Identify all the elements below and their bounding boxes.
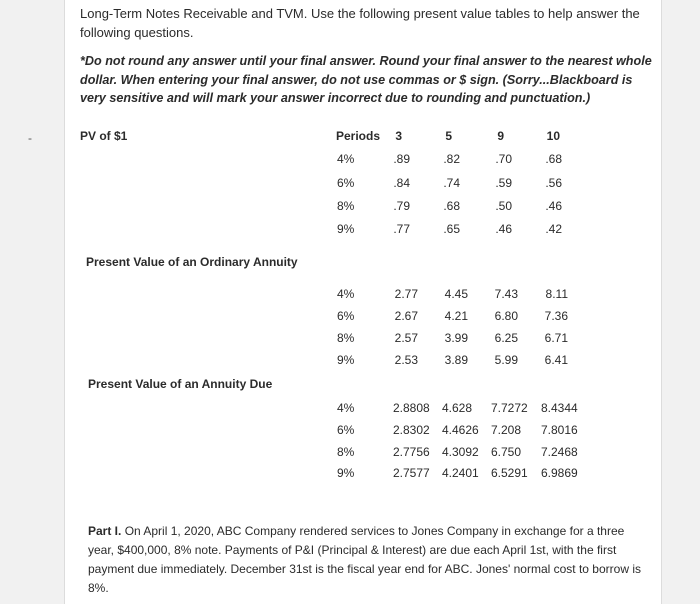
table-cell: 2.77 xyxy=(394,287,418,301)
periods-label: Periods xyxy=(336,129,381,143)
part-1-text: On April 1, 2020, ABC Company rendered services to Jones Company in exchange for a three year, $400,000, 8% note. Payments of P&I (Principal & Interest) are due each April 1st, with the first payment due immediately. December 31st is the fiscal year end for ABC. Jones' normal cost to borrow is 8%. xyxy=(88,524,641,595)
table-cell: .74 xyxy=(443,176,460,190)
pvoa-title: Present Value of an Ordinary Annuity xyxy=(86,255,298,269)
rate-label: 4% xyxy=(337,152,355,166)
table-cell: 6.25 xyxy=(494,331,518,345)
table-cell: 2.8302 xyxy=(393,423,430,437)
table-cell: 4.45 xyxy=(444,287,468,301)
rate-label: 6% xyxy=(337,423,355,437)
pv1-title: PV of $1 xyxy=(80,129,128,143)
period-header: 3 xyxy=(395,129,402,143)
table-cell: .68 xyxy=(443,199,460,213)
table-cell: 3.89 xyxy=(444,353,468,367)
table-cell: .42 xyxy=(545,222,562,236)
table-cell: 6.750 xyxy=(491,445,522,459)
table-cell: 6.9869 xyxy=(541,466,578,480)
rate-label: 9% xyxy=(337,466,355,480)
table-cell: 2.53 xyxy=(394,353,418,367)
rate-label: 4% xyxy=(337,287,355,301)
table-cell: 4.628 xyxy=(442,401,473,415)
table-cell: 7.43 xyxy=(494,287,518,301)
table-cell: 4.21 xyxy=(444,309,468,323)
period-header: 5 xyxy=(445,129,452,143)
table-cell: .70 xyxy=(495,152,512,166)
table-cell: 6.80 xyxy=(494,309,518,323)
rate-label: 4% xyxy=(337,401,355,415)
table-cell: .68 xyxy=(545,152,562,166)
part-1-label: Part I. xyxy=(88,524,122,538)
rate-label: 8% xyxy=(337,199,355,213)
table-cell: .84 xyxy=(393,176,410,190)
rate-label: 6% xyxy=(337,309,355,323)
table-cell: 6.71 xyxy=(544,331,568,345)
table-cell: 2.57 xyxy=(394,331,418,345)
table-cell: 4.3092 xyxy=(442,445,479,459)
period-header: 9 xyxy=(497,129,504,143)
table-cell: .46 xyxy=(545,199,562,213)
table-cell: 7.8016 xyxy=(541,423,578,437)
table-cell: .59 xyxy=(495,176,512,190)
period-header: 10 xyxy=(546,129,560,143)
intro-text: Long-Term Notes Receivable and TVM. Use the following present value tables to help answer the following questions. xyxy=(80,6,640,40)
table-cell: 5.99 xyxy=(494,353,518,367)
table-cell: .65 xyxy=(443,222,460,236)
table-cell: 6.41 xyxy=(544,353,568,367)
table-cell: .50 xyxy=(495,199,512,213)
side-marker: - xyxy=(28,131,32,145)
table-cell: 3.99 xyxy=(444,331,468,345)
table-cell: 2.67 xyxy=(394,309,418,323)
table-cell: 4.4626 xyxy=(442,423,479,437)
table-cell: 4.2401 xyxy=(442,466,479,480)
table-cell: .46 xyxy=(495,222,512,236)
table-cell: .56 xyxy=(545,176,562,190)
table-cell: .82 xyxy=(443,152,460,166)
table-cell: 7.2468 xyxy=(541,445,578,459)
table-cell: 2.7756 xyxy=(393,445,430,459)
rate-label: 6% xyxy=(337,176,355,190)
pvad-title: Present Value of an Annuity Due xyxy=(88,377,273,391)
table-cell: 2.8808 xyxy=(393,401,430,415)
rate-label: 9% xyxy=(337,353,355,367)
rate-label: 8% xyxy=(337,445,355,459)
table-cell: 7.7272 xyxy=(491,401,528,415)
rate-label: 8% xyxy=(337,331,355,345)
table-cell: 8.11 xyxy=(545,287,568,301)
table-cell: 6.5291 xyxy=(491,466,528,480)
table-cell: .79 xyxy=(393,199,410,213)
table-cell: .89 xyxy=(393,152,410,166)
rounding-instructions: *Do not round any answer until your final answer. Round your final answer to the nearest whole dollar. When entering your final answer, do not use commas or $ sign. (Sorry...Blackboard is very sensitive and will mark your answer incorrect due to rounding and punctuation.) xyxy=(80,54,652,106)
table-cell: .77 xyxy=(393,222,410,236)
part-1-paragraph xyxy=(88,522,648,598)
table-cell: 7.36 xyxy=(544,309,568,323)
table-cell: 2.7577 xyxy=(393,466,430,480)
table-cell: 7.208 xyxy=(491,423,522,437)
rate-label: 9% xyxy=(337,222,355,236)
table-cell: 8.4344 xyxy=(541,401,578,415)
